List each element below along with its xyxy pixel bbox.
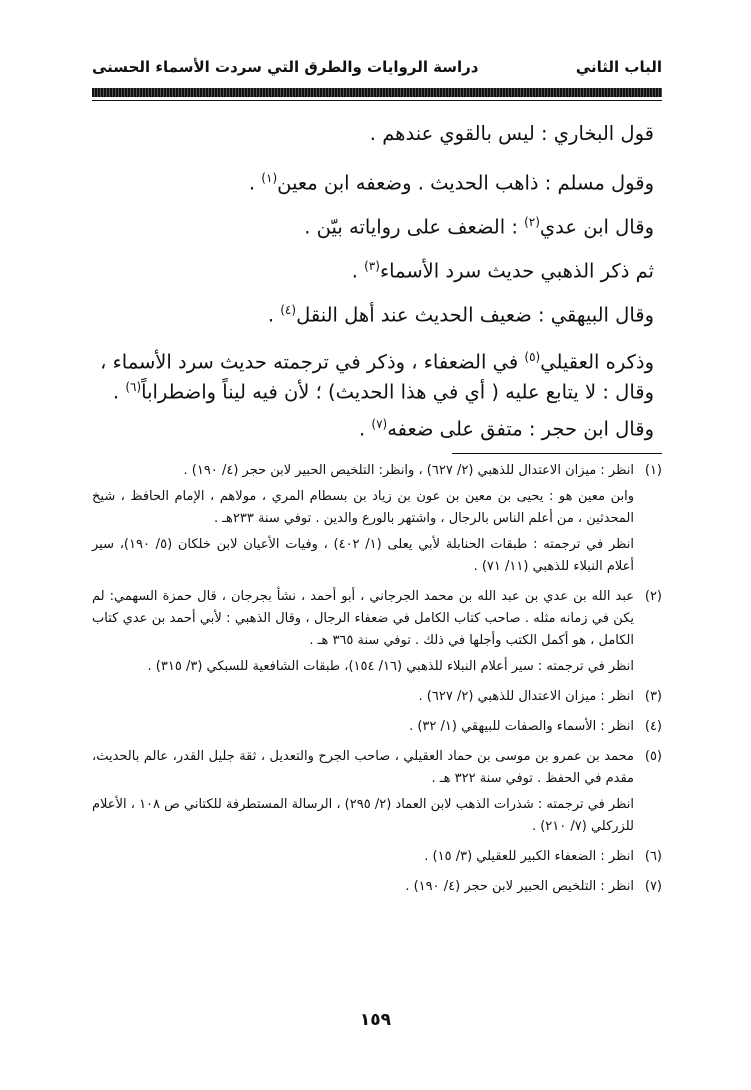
main-line: وذكره العقيلي$^{(٥)}$ في الضعفاء ، وذكر في ترجمته حديث سرد الأسماء ، (100, 350, 654, 374)
footnote-text: وابن معين هو : يحيى بن معين بن عون بن زياد بن بسطام المري ، مولاهم ، الإمام الحافظ ، شيخ المحدثين ، من أعلم الناس بالرجال ، واشتهر بالورع والدين . توفي سنة ٢٣٣هـ . (92, 489, 634, 526)
footnote-text: عبد الله بن عدي بن عبد الله بن محمد الجرجاني ، أبو أحمد ، نشأ بجرجان ، قال حمزة السهمي: لم يكن في زمانه مثله . صاحب كتاب الكامل في ضعفاء الرجال ، وقال الذهبي : لأبي أحمد بن عدي كتاب الكامل ، هو أكمل الكتب وأجلها في ذلك . توفي سنة ٣٦٥ هـ . (92, 589, 634, 648)
footnote-text: انظر : ميزان الاعتدال للذهبي (٢/ ٦٢٧) ، وانظر: التلخيص الحبير لابن حجر (٤/ ١٩٠) . (183, 463, 634, 478)
main-text (92, 112, 654, 446)
footnote-marker[interactable]: (٣) (364, 259, 380, 273)
header-rule (92, 88, 662, 97)
main-line: وقال : لا يتابع عليه ( أي في هذا الحديث) ؛ لأن فيه ليناً واضطراباً$^{(٦)}$ . (112, 380, 654, 404)
footnote-marker[interactable]: (٢) (524, 215, 540, 229)
footnote (92, 586, 662, 682)
main-line: وقول مسلم : ذاهب الحديث . وضعفه ابن معين$^{(١)}$ . (248, 171, 654, 195)
footnote (92, 460, 662, 582)
header-rule-thin (92, 100, 662, 101)
footnote-text: انظر : التلخيص الحبير لابن حجر (٤/ ١٩٠) . (405, 879, 634, 894)
footnote-marker[interactable]: (٤) (280, 303, 297, 317)
footnote-number: (٢) (644, 589, 662, 604)
running-header (92, 58, 662, 76)
footnote-text: انظر في ترجمته : سير أعلام النبلاء للذهبي (١٦/ ١٥٤)، طبقات الشافعية للسبكي (٣/ ٣١٥) . (147, 659, 634, 674)
footnote-number: (٧) (644, 879, 662, 894)
main-line: وقال ابن حجر : متفق على ضعفه$^{(٧)}$ . (358, 417, 654, 441)
footnote-text: محمد بن عمرو بن موسى بن حماد العقيلي ، صاحب الجرح والتعديل ، ثقة جليل القدر، عالم بالحديث، مقدم في الحفظ . توفي سنة ٣٢٢ هـ . (92, 749, 634, 786)
footnote-number: (٦) (644, 849, 662, 864)
footnote-marker[interactable]: (٧) (371, 417, 388, 431)
main-line: وقال ابن عدي$^{(٢)}$ : الضعف على رواياته بيّن . (304, 215, 654, 239)
main-line: وقال البيهقي : ضعيف الحديث عند أهل النقل$^{(٤)}$ . (267, 303, 654, 327)
footnote-number: (٤) (644, 719, 662, 734)
footnote (92, 746, 662, 842)
footnote-text: انظر : الأسماء والصفات للبيهقي (١/ ٣٢) . (409, 719, 634, 734)
footnote-text: انظر في ترجمته : طبقات الحنابلة لأبي يعلى (١/ ٤٠٢) ، وفيات الأعيان لابن خلكان (٥/ ١٩٠)، سير أعلام النبلاء للذهبي (١١/ ٧١) . (92, 537, 635, 574)
footnote-text: انظر في ترجمته : شذرات الذهب لابن العماد (٢/ ٢٩٥) ، الرسالة المستطرفة للكتاني ص ١٠٨ ، الأعلام للزركلي (٧/ ٢١٠) . (92, 797, 635, 834)
footnote-marker[interactable]: (٥) (524, 350, 541, 364)
footnote (92, 716, 662, 742)
footnote-separator (452, 453, 662, 454)
footnote-number: (٣) (644, 689, 662, 704)
footnote-marker[interactable]: (٦) (125, 380, 142, 394)
footnote-text: انظر : الضعفاء الكبير للعقيلي (٣/ ١٥) . (424, 849, 634, 864)
main-line: ثم ذكر الذهبي حديث سرد الأسماء$^{(٣)}$ . (351, 259, 654, 283)
chapter-label: الباب الثاني (575, 58, 662, 76)
footnotes (92, 460, 662, 906)
footnote-number: (١) (644, 463, 662, 478)
footnote-text: انظر : ميزان الاعتدال للذهبي (٢/ ٦٢٧) . (418, 689, 634, 704)
footnote-marker[interactable]: (١) (261, 171, 278, 185)
page-number: ١٥٩ (359, 1010, 392, 1030)
footnote (92, 876, 662, 902)
header-title: دراسة الروايات والطرق التي سردت الأسماء الحسنى (92, 58, 479, 76)
main-line: قول البخاري : ليس بالقوي عندهم . (369, 122, 654, 145)
footnote (92, 686, 662, 712)
footnote-number: (٥) (644, 749, 662, 764)
footnote (92, 846, 662, 872)
